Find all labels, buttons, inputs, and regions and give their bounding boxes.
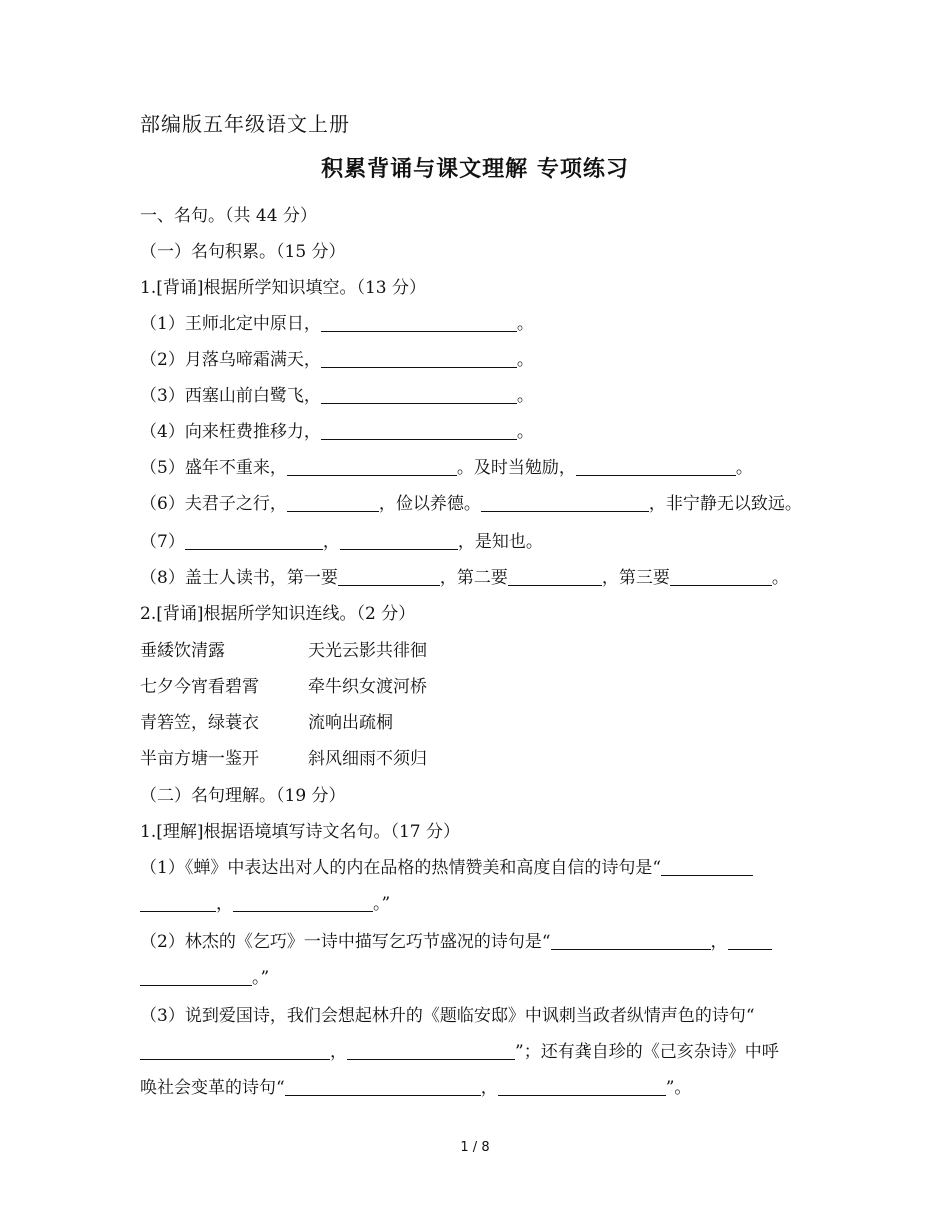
- document-subtitle: 部编版五年级语文上册: [140, 112, 350, 136]
- item-end: 。: [516, 386, 534, 406]
- answer-blank[interactable]: [140, 967, 252, 986]
- fill-item-7: [140, 530, 810, 554]
- answer-blank[interactable]: [576, 457, 736, 476]
- fill-item-2: [140, 348, 810, 372]
- item-text: （1）王师北定中原日，: [140, 314, 321, 334]
- fill-item-4: [140, 420, 810, 444]
- item-text: （5）盛年不重来，: [140, 458, 287, 478]
- match-right-item[interactable]: 天光云影共徘徊: [308, 641, 427, 661]
- item-end: 。: [516, 314, 534, 334]
- item-text: （4）向来枉费推移力，: [140, 422, 321, 442]
- item-text: ，: [330, 1042, 347, 1062]
- answer-blank[interactable]: [338, 567, 440, 586]
- match-left-item[interactable]: 七夕今宵看碧霄: [140, 677, 259, 697]
- fill-item-5: [140, 456, 810, 480]
- match-right-item[interactable]: 流响出疏桐: [308, 713, 393, 733]
- answer-blank[interactable]: [340, 531, 458, 550]
- answer-blank[interactable]: [285, 1077, 481, 1096]
- fill-item-8: [140, 566, 810, 590]
- answer-blank[interactable]: [287, 493, 379, 512]
- item-text: （3）西塞山前白鹭飞，: [140, 386, 321, 406]
- answer-blank[interactable]: [508, 567, 602, 586]
- match-left-item[interactable]: 青箬笠，绿蓑衣: [140, 713, 259, 733]
- item-text: （1）《蝉》中表达出对人的内在品格的热情赞美和高度自信的诗句是“: [140, 858, 662, 878]
- match-left-item[interactable]: 半亩方塘一鉴开: [140, 749, 259, 769]
- item-text: （3）说到爱国诗，我们会想起林升的《题临安邸》中讽刺当政者纵情声色的诗句“: [140, 1006, 755, 1026]
- answer-blank[interactable]: [551, 931, 711, 950]
- item-text: 唤社会变革的诗句“: [140, 1078, 285, 1098]
- answer-blank[interactable]: [321, 313, 517, 332]
- answer-blank[interactable]: [321, 349, 517, 368]
- match-right-item[interactable]: 牵牛织女渡河桥: [308, 677, 427, 697]
- item-text: 。及时当勉励，: [456, 458, 576, 478]
- subsection-heading: （二）名句理解。（19 分）: [140, 786, 346, 806]
- fill-item-p2-3-line3: [140, 1076, 810, 1100]
- fill-item-3: [140, 384, 810, 408]
- item-end: 。: [516, 350, 534, 370]
- section-heading: 一、名句。（共 44 分）: [140, 206, 317, 226]
- answer-blank[interactable]: [321, 421, 517, 440]
- match-right-item[interactable]: 斜风细雨不须归: [308, 749, 427, 769]
- item-text: ，俭以养德。: [378, 494, 481, 514]
- item-end: 。: [735, 458, 753, 478]
- document-title: 积累背诵与课文理解 专项练习: [321, 157, 629, 182]
- fill-item-6: [140, 492, 810, 516]
- match-left-item[interactable]: 垂緌饮清露: [140, 641, 225, 661]
- answer-blank[interactable]: [140, 1041, 330, 1060]
- item-text: ，是知也。: [457, 532, 543, 552]
- question-heading: 2.[背诵]根据所学知识连线。（2 分）: [140, 604, 416, 624]
- item-end: 。: [516, 422, 534, 442]
- answer-blank[interactable]: [498, 1077, 666, 1096]
- answer-blank[interactable]: [185, 531, 323, 550]
- fill-item-p2-3-line1: [140, 1004, 810, 1028]
- item-text: 。”: [373, 894, 391, 914]
- item-text: 。”: [252, 968, 270, 988]
- fill-item-p2-3-line2: [140, 1040, 810, 1064]
- item-text: （6）夫君子之行，: [140, 494, 287, 514]
- question-heading: 1.[背诵]根据所学知识填空。（13 分）: [140, 278, 427, 298]
- item-text: ，: [322, 532, 340, 552]
- item-text: ”；还有龚自珍的《己亥杂诗》中呼: [515, 1042, 779, 1062]
- page-number: 1 / 8: [460, 1140, 490, 1155]
- answer-blank[interactable]: [728, 931, 772, 950]
- item-text: （7）: [140, 532, 185, 552]
- item-text: ”。: [665, 1078, 692, 1098]
- item-text: ，: [216, 894, 233, 914]
- question-heading: 1.[理解]根据语境填写诗文名句。（17 分）: [140, 822, 461, 842]
- item-text: ，第三要: [601, 568, 670, 588]
- fill-item-p2-1-line2: [140, 892, 810, 916]
- item-text: （2）月落乌啼霜满天，: [140, 350, 321, 370]
- item-text: ，: [480, 1078, 498, 1098]
- fill-item-p2-2-line2: [140, 966, 810, 990]
- fill-item-p2-2-line1: [140, 930, 810, 954]
- answer-blank[interactable]: [321, 385, 517, 404]
- item-text: （2）林杰的《乞巧》一诗中描写乞巧节盛况的诗句是“: [140, 932, 551, 952]
- answer-blank[interactable]: [347, 1041, 515, 1060]
- item-end: 。: [771, 568, 789, 588]
- item-text: ，非宁静无以致远。: [648, 494, 802, 514]
- answer-blank[interactable]: [233, 893, 373, 912]
- answer-blank[interactable]: [661, 857, 753, 876]
- answer-blank[interactable]: [481, 493, 649, 512]
- fill-item-p2-1-line1: [140, 856, 810, 880]
- answer-blank[interactable]: [287, 457, 457, 476]
- item-text: （8）盖士人读书，第一要: [140, 568, 338, 588]
- answer-blank[interactable]: [140, 893, 216, 912]
- item-text: ，: [710, 932, 728, 952]
- subsection-heading: （一）名句积累。（15 分）: [140, 242, 346, 262]
- item-text: ，第二要: [439, 568, 508, 588]
- answer-blank[interactable]: [670, 567, 772, 586]
- fill-item-1: [140, 312, 810, 336]
